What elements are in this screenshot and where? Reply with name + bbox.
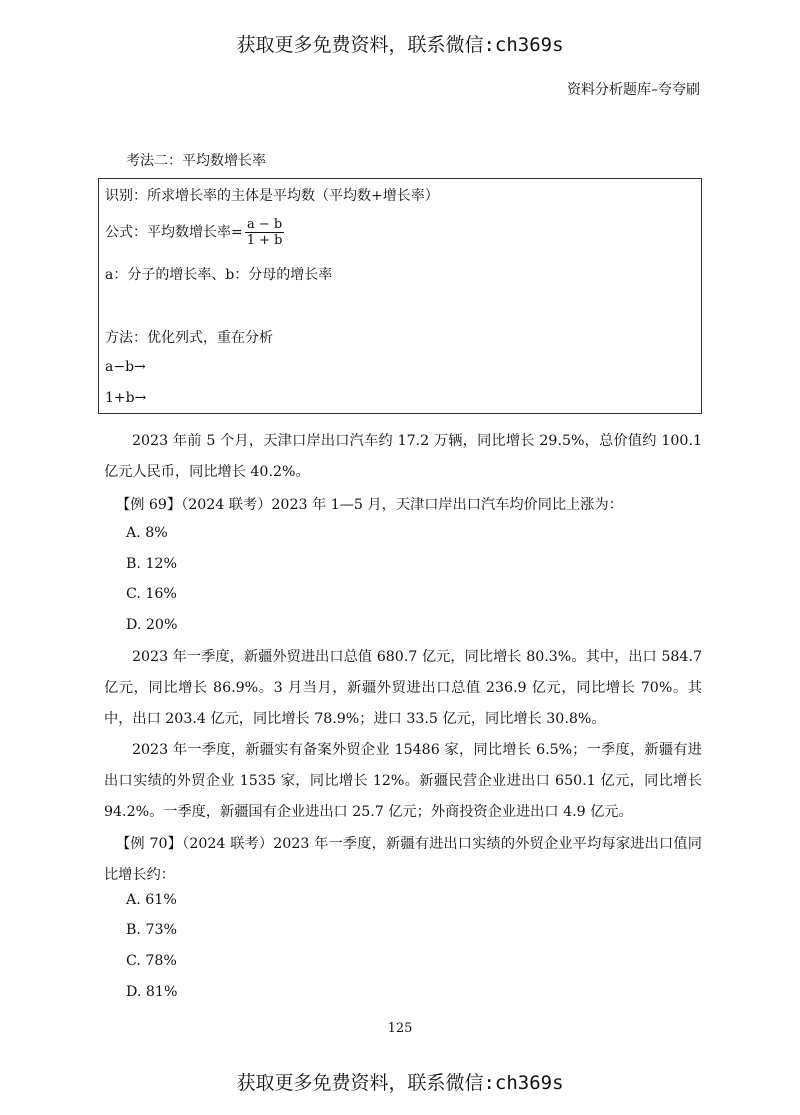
- bottom-banner: 获取更多免费资料，联系微信:ch369s: [236, 1072, 564, 1094]
- formula-numerator: a − b: [245, 217, 285, 233]
- question-70-option-d: D. 81%: [126, 984, 178, 1000]
- box-formula: [105, 217, 284, 248]
- question-69-stem: 【例 69】（2024 联考）2023 年 1—5 月，天津口岸出口汽车均价同比上涨为：: [116, 497, 623, 513]
- running-header: 资料分析题库–夸夸刷: [567, 82, 700, 98]
- question-69-option-a: A. 8%: [126, 525, 168, 541]
- box-ab-definition: a：分子的增长率、b：分母的增长率: [105, 267, 333, 283]
- question-70-option-a: A. 61%: [126, 892, 177, 908]
- paragraph-xinjiang-enterprises: 2023 年一季度，新疆实有备案外贸企业 15486 家，同比增长 6.5%；一季度，新疆有进出口实绩的外贸企业 1535 家，同比增长 12%。新疆民营企业进出口 650.1 亿元，同比增长 94.2%。一季度，新疆国有企业进出口 25.7 亿元；外商投资企业进出口 4.9 亿元。: [104, 742, 702, 820]
- box-identify: 识别：所求增长率的主体是平均数（平均数+增长率）: [105, 188, 439, 204]
- formula-fraction: [245, 217, 285, 248]
- page-number: 125: [387, 1021, 413, 1036]
- box-method: 方法：优化列式，重在分析: [105, 330, 273, 346]
- question-70-stem: 【例 70】（2024 联考）2023 年一季度，新疆有进出口实绩的外贸企业平均每家进出口值同比增长约：: [104, 836, 702, 883]
- question-70-option-c: C. 78%: [126, 953, 177, 969]
- question-70-option-b: B. 73%: [126, 922, 177, 938]
- question-69-option-d: D. 20%: [126, 617, 178, 633]
- box-a-minus-b: a−b→: [105, 359, 146, 375]
- method-box: [98, 178, 702, 414]
- question-69-option-c: C. 16%: [126, 586, 177, 602]
- question-69-option-b: B. 12%: [126, 556, 177, 572]
- box-one-plus-b: 1+b→: [105, 390, 147, 406]
- paragraph-tianjin: 2023 年前 5 个月，天津口岸出口汽车约 17.2 万辆，同比增长 29.5%，总价值约 100.1 亿元人民币，同比增长 40.2%。: [104, 433, 702, 480]
- formula-denominator: 1 + b: [246, 233, 283, 248]
- top-banner: 获取更多免费资料，联系微信:ch369s: [236, 34, 564, 56]
- formula-label: 公式：平均数增长率=: [105, 224, 243, 241]
- section-heading: 考法二：平均数增长率: [126, 153, 266, 169]
- paragraph-xinjiang-trade: 2023 年一季度，新疆外贸进出口总值 680.7 亿元，同比增长 80.3%。其中，出口 584.7 亿元，同比增长 86.9%。3 月当月，新疆外贸进出口总值 236.9 亿元，同比增长 70%。其中，出口 203.4 亿元，同比增长 78.9%；进口 33.5 亿元，同比增长 30.8%。: [104, 649, 702, 727]
